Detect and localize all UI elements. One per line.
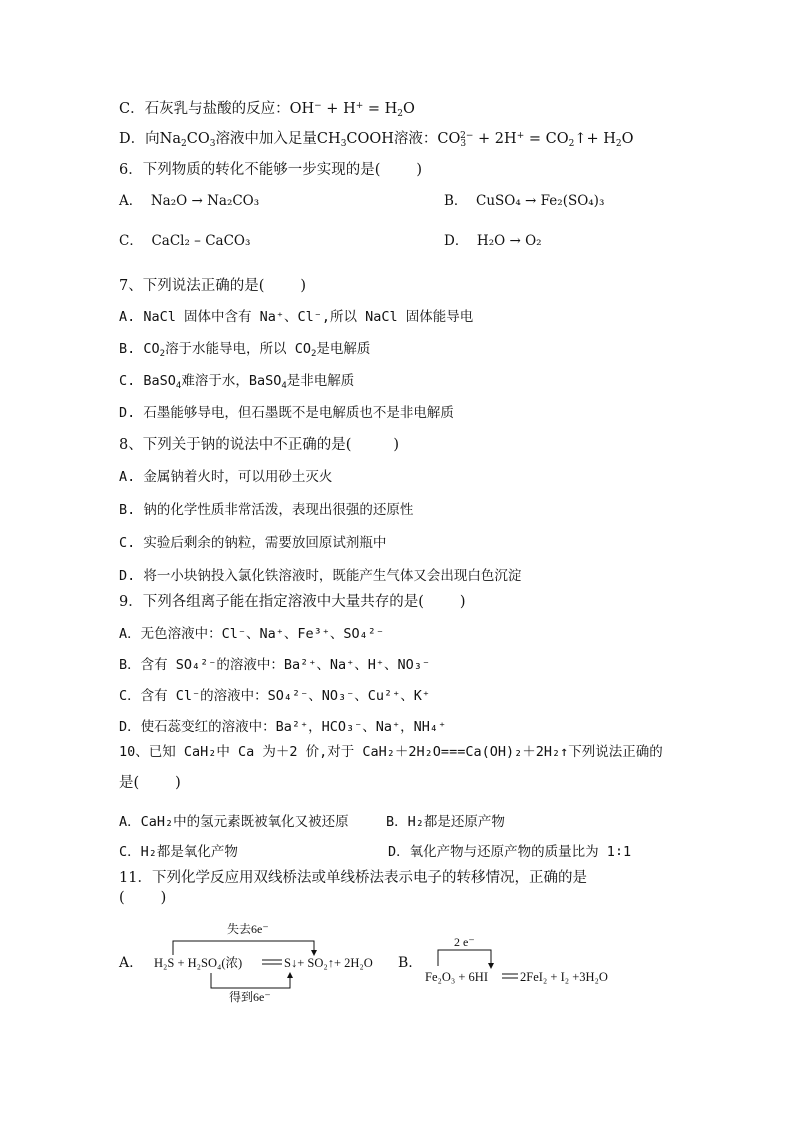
q9-stem: 9．下列各组离子能在指定溶液中大量共存的是( ) <box>119 594 466 610</box>
q10-option-a: A．CaH₂中的氢元素既被氧化又被还原 <box>119 814 349 830</box>
q10-option-b: B．H₂都是还原产物 <box>386 814 505 830</box>
transfer-electrons-label: 2 e⁻ <box>454 935 475 949</box>
equation-right: S↓+ SO₂↑+ 2H₂O <box>284 956 373 970</box>
gain-electrons-label: 得到6e⁻ <box>229 990 271 1004</box>
q8-option-b: B. 钠的化学性质非常活泼，表现出很强的还原性 <box>119 502 414 518</box>
q5-option-d: D．向$Na_2CO_3$溶液中加入足量$CH_3COOH$溶液：$CO_3^{2-} + 2H^+$ = $CO_2↑+ H_2O$ <box>119 131 634 149</box>
q6-stem: 6．下列物质的转化不能够一步实现的是( ) <box>119 162 423 178</box>
equation-right: 2FeI₂ + I₂ +3H₂O <box>520 970 608 984</box>
q7-option-c: C. BaSO$_4$难溶于水，BaSO$_4$是非电解质 <box>119 373 355 391</box>
q6-option-b: B． CuSO₄ → Fe₂(SO₄)₃ <box>444 193 605 209</box>
q11-option-a-label: A. <box>119 955 134 971</box>
q11-answer-paren: ( ) <box>119 890 167 906</box>
equation-left: H₂S + H₂SO₄(浓) <box>154 956 243 970</box>
q8-option-a: A. 金属钠着火时，可以用砂土灭火 <box>119 469 333 485</box>
q6-option-d: D． H₂O → O₂ <box>444 233 542 249</box>
q7-option-b: B. $CO_2$溶于水能导电，所以 $CO_2$是电解质 <box>119 341 371 359</box>
q5-option-c: C．石灰乳与盐酸的反应：$OH^- + H^+ = H_2O$ <box>119 101 415 119</box>
q11-option-a-diagram <box>140 918 390 1004</box>
q9-option-a: A．无色溶液中：Cl⁻、Na⁺、Fe³⁺、SO₄²⁻ <box>119 626 385 642</box>
lose-electrons-label: 失去6e⁻ <box>227 922 269 936</box>
q10-option-c: C．H₂都是氧化产物 <box>119 844 238 860</box>
q10-option-d: D．氧化产物与还原产物的质量比为 1∶1 <box>388 844 632 860</box>
q6-option-c: C． CaCl₂ – CaCO₃ <box>119 233 251 249</box>
q8-option-c: C. 实验后剩余的钠粒，需要放回原试剂瓶中 <box>119 535 387 551</box>
lose-bridge-line <box>173 941 314 955</box>
q10-stem-line1: 10、已知 CaH₂中 Ca 为＋2 价,对于 CaH₂＋2H₂O===Ca(OH)₂＋2H₂↑下列说法正确的 <box>119 744 663 760</box>
q9-option-d: D．使石蕊变红的溶液中：Ba²⁺，HCO₃⁻、Na⁺，NH₄⁺ <box>119 719 447 735</box>
transfer-bridge-line <box>438 950 491 966</box>
q9-option-b: B．含有 SO₄²⁻的溶液中：Ba²⁺、Na⁺、H⁺、NO₃⁻ <box>119 657 431 673</box>
transfer-arrow-icon <box>488 963 494 969</box>
q8-option-d: D. 将一小块钠投入氯化铁溶液时，既能产生气体又会出现白色沉淀 <box>119 568 522 584</box>
gain-bridge-line <box>211 973 290 988</box>
gain-arrow-icon <box>287 972 293 978</box>
q7-option-a: A. NaCl 固体中含有 Na⁺、Cl⁻,所以 NaCl 固体能导电 <box>119 309 474 325</box>
q7-stem: 7、下列说法正确的是( ) <box>119 278 307 294</box>
q11-stem: 11．下列化学反应用双线桥法或单线桥法表示电子的转移情况，正确的是 <box>119 870 587 886</box>
q6-option-a: A． Na₂O → Na₂CO₃ <box>119 193 260 209</box>
q7-option-d: D. 石墨能够导电，但石墨既不是电解质也不是非电解质 <box>119 405 454 421</box>
q8-stem: 8、下列关于钠的说法中不正确的是( ) <box>119 437 400 453</box>
q9-option-c: C．含有 Cl⁻的溶液中：SO₄²⁻、NO₃⁻、Cu²⁺、K⁺ <box>119 688 431 704</box>
q10-stem-line2: 是( ) <box>119 775 181 791</box>
q11-option-b-diagram <box>420 930 630 990</box>
equation-left: Fe₂O₃ + 6HI <box>425 970 488 984</box>
q11-option-b-label: B. <box>398 955 413 971</box>
